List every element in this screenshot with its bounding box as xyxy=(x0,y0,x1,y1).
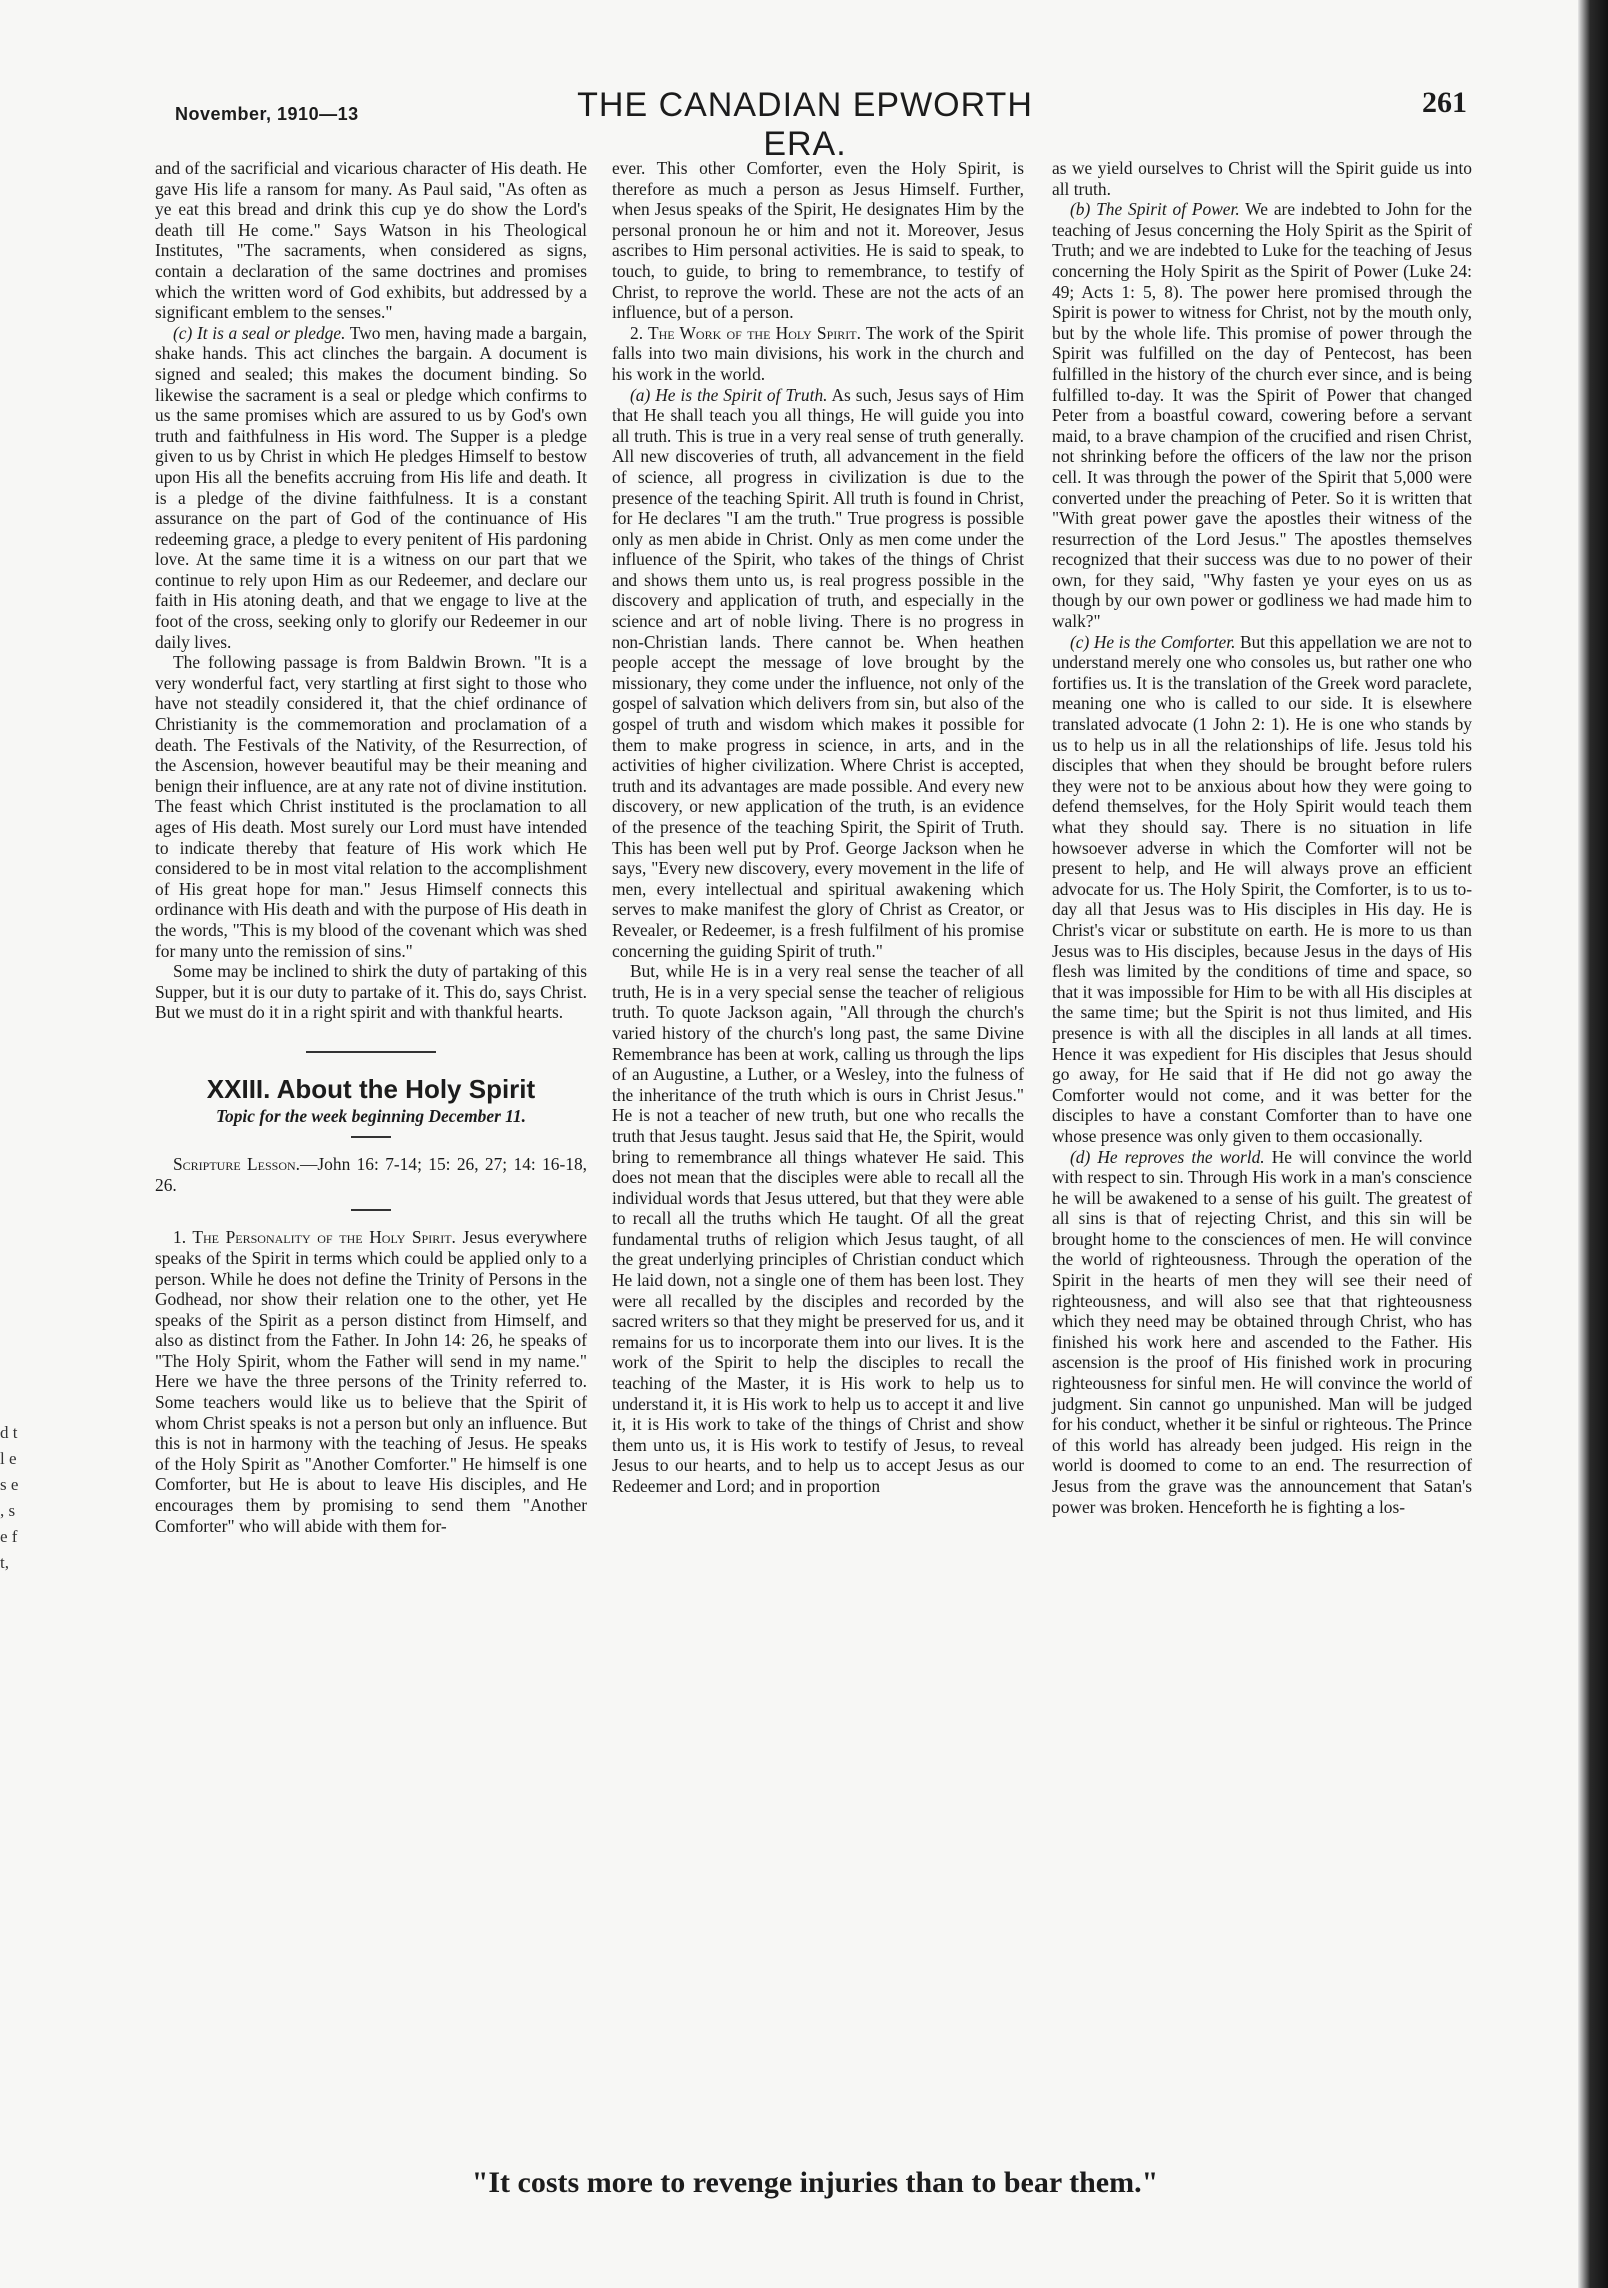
subheading: 1. The Personality of the Holy Spirit. xyxy=(173,1227,456,1248)
paragraph: (a) He is the Spirit of Truth. As such, Jesus says of Him that He shall teach you all things, He will guide you into all truth. This is true in a very real sense of truth generally. All new discoveries of truth, all advancement in the field of science, all progress in civilization is due to the presence of the teaching Spirit. All truth is found in Christ, for He declares "I am the truth." True progress is possible only as men abide in Christ. Only as men come under the influence of the Spirit, who takes of the things of Christ and shows them unto us, is real progress possible in the discovery and application of truth, and especially in the science and art of noble living. There is no progress in non-Christian lands. There cannot be. When heathen people accept the message of love brought by the missionary, they come under the influence, not only of the gospel of salvation which delivers from sin, but also of the gospel of truth and wisdom which makes it possible for them to make progress in science, in arts, and in the activities of higher civilization. Where Christ is accepted, truth and its advantages are made possible. And every new discovery, or new application of the truth, is an evidence of the presence of the teaching Spirit, the Spirit of Truth. This has been well put by Prof. George Jackson when he says, "Every new discovery, every movement in the life of men, every intellectual and spiritual awakening which serves to make manifest the glory of Christ as Creator, or Revealer, or Redeemer, is a fresh fulfilment of his promise concerning the guiding Spirit of truth." xyxy=(612,384,1024,961)
page-header xyxy=(175,86,1475,163)
section-title: XXIII. About the Holy Spirit xyxy=(206,1073,536,1104)
publication-title: THE CANADIAN EPWORTH ERA. xyxy=(577,86,1033,163)
scripture-lesson: Scripture Lesson.—John 16: 7-14; 15: 26, 27; 14: 16-18, 26. xyxy=(155,1154,587,1195)
footer-quote: "It costs more to revenge injuries than to bear them." xyxy=(471,2166,1159,2199)
subheading: (a) He is the Spirit of Truth. xyxy=(630,384,828,405)
column-2 xyxy=(612,158,1024,1497)
paragraph: (d) He reproves the world. He will convince the world with respect to sin. Through His work in a man's conscience he will be awakened to a sense of his guilt. The greatest of all sins is that of rejecting Christ, and this sin will be brought home to the consciences of men. He will convince the world of righteousness. Through the operation of the Spirit in the hearts of men they will see their need of righteousness, and will also see that that righteousness which they need may be obtained through Christ, who has finished his work here and ascended to the Father. His ascension is the proof of His finished work in procuring righteousness for sinful men. He will convince the world of judgment. Sin cannot go unpunished. Man will be judged for his conduct, whether it be sinful or righteous. The Prince of this world has already been judged. His reign in the world is doomed to come to an end. The resurrection of Jesus from the grave was the announcement that Satan's power was broken. Henceforth he is fighting a los- xyxy=(1052,1146,1472,1517)
paragraph: 1. The Personality of the Holy Spirit. Jesus everywhere speaks of the Spirit in terms which could be applied only to a person. While he does not define the Trinity of Persons in the Godhead, nor show their relation one to the other, yet He speaks of the Spirit as a person distinct from Himself, and also as distinct from the Father. In John 14: 26, he speaks of "The Holy Spirit, whom the Father will send in my name." Here we have the three persons of the Trinity referred to. Some teachers would like us to believe that the Spirit of whom Christ speaks is not a person but only an influence. But this is not in harmony with the teaching of Jesus. He speaks of the Holy Spirit as "Another Comforter." He himself is one Comforter, but He is about to leave His disciples, and He encourages them by promising to send them "Another Comforter" who will abide with them for- xyxy=(155,1227,588,1536)
short-divider xyxy=(351,1136,391,1138)
paragraph: The following passage is from Baldwin Brown. "It is a very wonderful fact, very startling at first sight to those who have not steadily considered it, that the chief ordinance of Christianity is the commemoration and proclamation of a death. The Festivals of the Nativity, of the Resurrection, of the Ascension, however beautiful may be their meaning and benign their influence, are at any rate not of divine institution. The feast which Christ instituted is the proclamation to all ages of His death. Most surely our Lord must have intended to indicate thereby that feature of His work which He considered to be in most vital relation to the accomplishment of His great hope for man." Jesus Himself connects this ordinance with His death and with the purpose of His death in the words, "This is my blood of the covenant which was shed for many unto the remission of sins." xyxy=(155,652,587,961)
subheading: 2. The Work of the Holy Spirit. xyxy=(630,322,861,343)
adjacent-page-fragment: d t l e s e , s e f t, xyxy=(0,1423,19,1572)
section-divider xyxy=(306,1051,436,1053)
page-number: 261 xyxy=(1422,86,1467,119)
section-topic: Topic for the week beginning December 11. xyxy=(216,1105,526,1126)
paragraph: and of the sacrificial and vicarious character of His death. He gave His life a ransom for many. As Paul said, "As often as ye eat this bread and drink this cup ye do show the Lord's death till He come." Says Watson in his Theological Institutes, "The sacraments, when considered as signs, contain a declaration of the same doctrines and promises which the written word of God exhibits, but addressed by a significant emblem to the senses." xyxy=(155,158,587,323)
page-edge-shadow xyxy=(1578,0,1608,2288)
paragraph: Some may be inclined to shirk the duty of partaking of this Supper, but it is our duty to partake of it. This do, says Christ. But we must do it in a right spirit and with thankful hearts. xyxy=(155,961,587,1023)
issue-date: November, 1910—13 xyxy=(175,104,359,124)
paragraph: (c) It is a seal or pledge. Two men, having made a bargain, shake hands. This act clinches the bargain. A document is signed and sealed; this makes the document binding. So likewise the sacrament is a seal or pledge which confirms to us the same promises which are assured to us by God's own truth and faithfulness in His word. The Supper is a pledge given to us by Christ in which He pledges Himself to bestow upon His all the benefits accruing from His life and death. It is a pledge of the divine faithfulness. It is a constant assurance on the part of God of the continuance of His redeeming grace, a pledge to every penitent of His pardoning love. At the same time it is a witness on our part that we continue to rely upon Him as our Redeemer, and declare our faith in His atoning death, and that we engage to live at the foot of the cross, seeking only to glorify our Redeemer in our daily lives. xyxy=(155,322,587,652)
paragraph: as we yield ourselves to Christ will the Spirit guide us into all truth. xyxy=(1052,158,1472,199)
subheading: (c) He is the Comforter. xyxy=(1070,631,1236,652)
short-divider xyxy=(351,1209,391,1211)
subheading: (c) It is a seal or pledge. xyxy=(173,322,346,343)
paragraph: But, while He is in a very real sense the teacher of all truth, He is in a very special sense the teacher of religious truth. To quote Jackson again, "All through the church's varied history of the church's long past, the same Divine Remembrance has been at work, calling us through the lips of an Augustine, a Luther, or a Wesley, into the fulness of the inheritance of the truth which is ours in Christ Jesus." He is not a teacher of new truth, but one who recalls the truth that Jesus taught. Jesus said that He, the Spirit, would bring to remembrance all things whatever He said. This does not mean that the disciples were able to recall all the individual words that Jesus uttered, but that they were able to recall all the truths which He taught. Of all the great fundamental truths of religion which Jesus taught, of all the great underlying principles of Christian conduct which He laid down, not a single one of them has been lost. They were all recalled by the disciples and recorded by the sacred writers so that they might be preserved for us, and it remains for us to incorporate them into our lives. It is the work of the Spirit to help the disciples to recall the teaching of the Master, it is His work to help us to understand it, it is His work to help us to accept it and live it, it is His work to take of the things of Christ and show them unto us, it is His work to testify of Jesus, to reveal Jesus to our hearts, and to help us to accept Jesus as our Redeemer and Lord; and in proportion xyxy=(612,961,1024,1496)
subheading: (d) He reproves the world. xyxy=(1070,1146,1265,1167)
column-1 xyxy=(155,158,587,1536)
subheading: (b) The Spirit of Power. xyxy=(1070,199,1240,220)
column-3 xyxy=(1052,158,1472,1517)
paragraph: (c) He is the Comforter. But this appellation we are not to understand merely one who consoles us, but rather one who fortifies us. It is the translation of the Greek word paraclete, meaning one who is called to our side. It is elsewhere translated advocate (1 John 2: 1). He is one who stands by us to help us in all the relationships of life. Jesus told his disciples that when they should be brought before rulers they were not to be anxious about how they were going to defend themselves, for the Holy Spirit would teach them what they should say. There is no situation in life howsoever adverse in which the Comforter will not be present to help, and He will always prove an efficient advocate for us. The Holy Spirit, the Comforter, is to us to-day all that Jesus was to His disciples in His day. He is Christ's vicar or substitute on earth. He is more to us than Jesus was to His disciples, because Jesus in the days of His flesh was limited by the conditions of time and space, so that it was impossible for Him to be with all His disciples at the same time; but the Spirit is not thus limited, and His presence is with all the disciples in all lands at all times. Hence it was expedient for His disciples that Jesus should go away, for He said that if He did not go away the Comforter would not come, and it was better for the disciples to have a constant Comforter than to have one whose presence was only given to them occasionally. xyxy=(1052,631,1472,1146)
paragraph: ever. This other Comforter, even the Holy Spirit, is therefore as much a person as Jesus Himself. Further, when Jesus speaks of the Spirit, He designates Him by the personal pronoun he or him and not it. Moreover, Jesus ascribes to Him personal activities. He is said to speak, to touch, to guide, to bring to remembrance, to testify of Christ, to reprove the world. These are not the acts of an influence, but of a person. xyxy=(612,158,1024,323)
paragraph: (b) The Spirit of Power. We are indebted to John for the teaching of Jesus concerning the Holy Spirit as the Spirit of Truth; and we are indebted to Luke for the teaching of Jesus concerning the Holy Spirit as the Spirit of Power (Luke 24: 49; Acts 1: 5, 8). The power here promised through the Spirit is power to witness for Christ, not by the mouth only, but by the whole life. This promise of power through the Spirit was fulfilled on the day of Pentecost, has been fulfilled in the history of the church ever since, and is being fulfilled to-day. It was the Spirit of Power that changed Peter from a boastful coward, cowering before a servant maid, to a brave champion of the crucified and risen Christ, not shrinking before the officers of the law nor the prison cell. It was through the power of the Spirit that 5,000 were converted under the preaching of Peter. So it is written that "With great power gave the apostles their witness of the resurrection of the Lord Jesus." The apostles themselves recognized that their success was due to no power of their own, for they said, "Why fasten ye your eyes on us as though by our own power or godliness we had made him to walk?" xyxy=(1052,199,1473,632)
paragraph: 2. The Work of the Holy Spirit. The work of the Spirit falls into two main divisions, his work in the church and his work in the world. xyxy=(612,322,1024,384)
